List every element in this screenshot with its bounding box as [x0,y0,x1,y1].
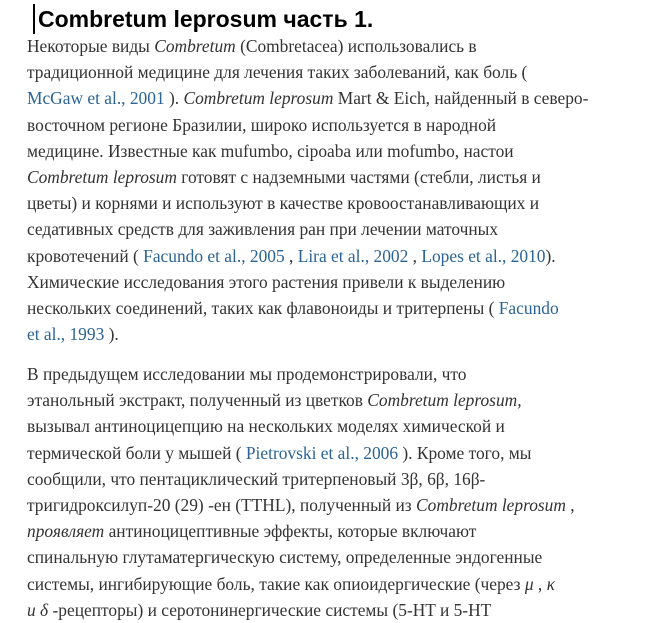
text-line [27,492,649,518]
page-title: Combretum leprosum часть 1. [33,4,373,34]
citation-link[interactable]: Facundo et al., 2005 [143,245,285,266]
text-line: спинальную глутаматергическую систему, определенные эндогенные [27,547,543,568]
text-line: медицине. Известные как mufumbo, cipoaba или mofumbo, настои [27,140,514,161]
text-run: Некоторые виды [27,36,155,56]
italic-term: Combretum leprosum [183,88,334,109]
text-run: и 5-HT [435,599,492,620]
text-line [27,33,649,59]
text-line [27,164,649,190]
text-run: антиноцицептивные эффекты, которые включают [104,521,477,542]
text-line: Химические исследования этого растения привели к выделению [27,271,506,292]
text-run: системы, ингибирующие боль, такие как опиоидергические (через [27,573,525,594]
text-run: -рецепторы) и серотонинергические системы (5-HT [48,599,436,620]
text-run: ). Кроме того, мы [398,442,532,463]
italic-term: Combretum leprosum [416,495,566,516]
text-line: В предыдущем исследовании мы продемонстрировали, что [27,364,467,384]
text-run: ). [545,245,556,266]
citation-link[interactable]: Facundo [498,298,559,319]
text-run: кровотечений ( [27,245,144,266]
text-line: традиционной медицине для лечения таких заболеваний, как боль ( [27,62,528,83]
italic-term: Combretum leprosum, [367,390,522,411]
text-line [27,295,649,321]
text-line: седативных средств для заживления ран при лечении маточных [27,219,499,240]
paragraph-2 [27,361,649,623]
text-line: цветы) и корнями и используют в качестве кровоостанавливающих и [27,193,540,214]
citation-link[interactable]: Lopes et al., 2010 [421,245,546,266]
text-line: вызывал антиноцицепцию на нескольких моделях химической и [27,416,505,437]
citation-link[interactable]: Lira et al., 2002 [297,245,409,266]
italic-term: и δ [27,599,49,620]
text-line: сообщили, что пентациклический тритерпеновый 3β, 6β, 16β- [27,468,486,489]
text-run: , [408,245,422,266]
text-run: ). [104,324,119,345]
text-run: , [284,245,298,266]
greek-symbol: μ [524,573,534,594]
text-line: восточном регионе Бразилии, широко используется в народной [27,114,497,135]
greek-symbol: κ [546,573,555,594]
text-line [27,518,649,544]
text-run: Mart & Eich, найденный в северо- [333,88,589,109]
text-line [27,85,649,111]
text-line [27,387,649,413]
text-run: , [533,573,547,594]
italic-term: Combretum leprosum [27,167,177,188]
text-run: нескольких соединений, таких как флавоноиды и тритерпены ( [27,298,499,319]
italic-term: Combretum [154,36,236,56]
text-line [27,571,649,597]
citation-link[interactable]: et al., 1993 [27,324,105,345]
text-run: ). [164,88,184,109]
italic-term: проявляет [27,521,105,542]
text-line [27,243,649,269]
text-run: , [565,495,575,516]
citation-link[interactable]: Pietrovski et al., 2006 [245,442,399,463]
text-line [27,597,649,623]
text-line [27,440,649,466]
text-run: готовят с надземными частями (стебли, листья и [176,167,541,188]
text-run: (Combretacea) использовались в [235,36,477,56]
text-run: этанольный экстракт, полученный из цветков [27,390,368,411]
citation-link[interactable]: McGaw et al., 2001 [27,88,165,109]
text-line [27,321,649,347]
text-run: тригидроксилуп-20 (29) -ен (TTHL), полученный из [27,495,417,516]
paragraph-1 [27,33,649,347]
text-run: термической боли у мышей ( [27,442,246,463]
